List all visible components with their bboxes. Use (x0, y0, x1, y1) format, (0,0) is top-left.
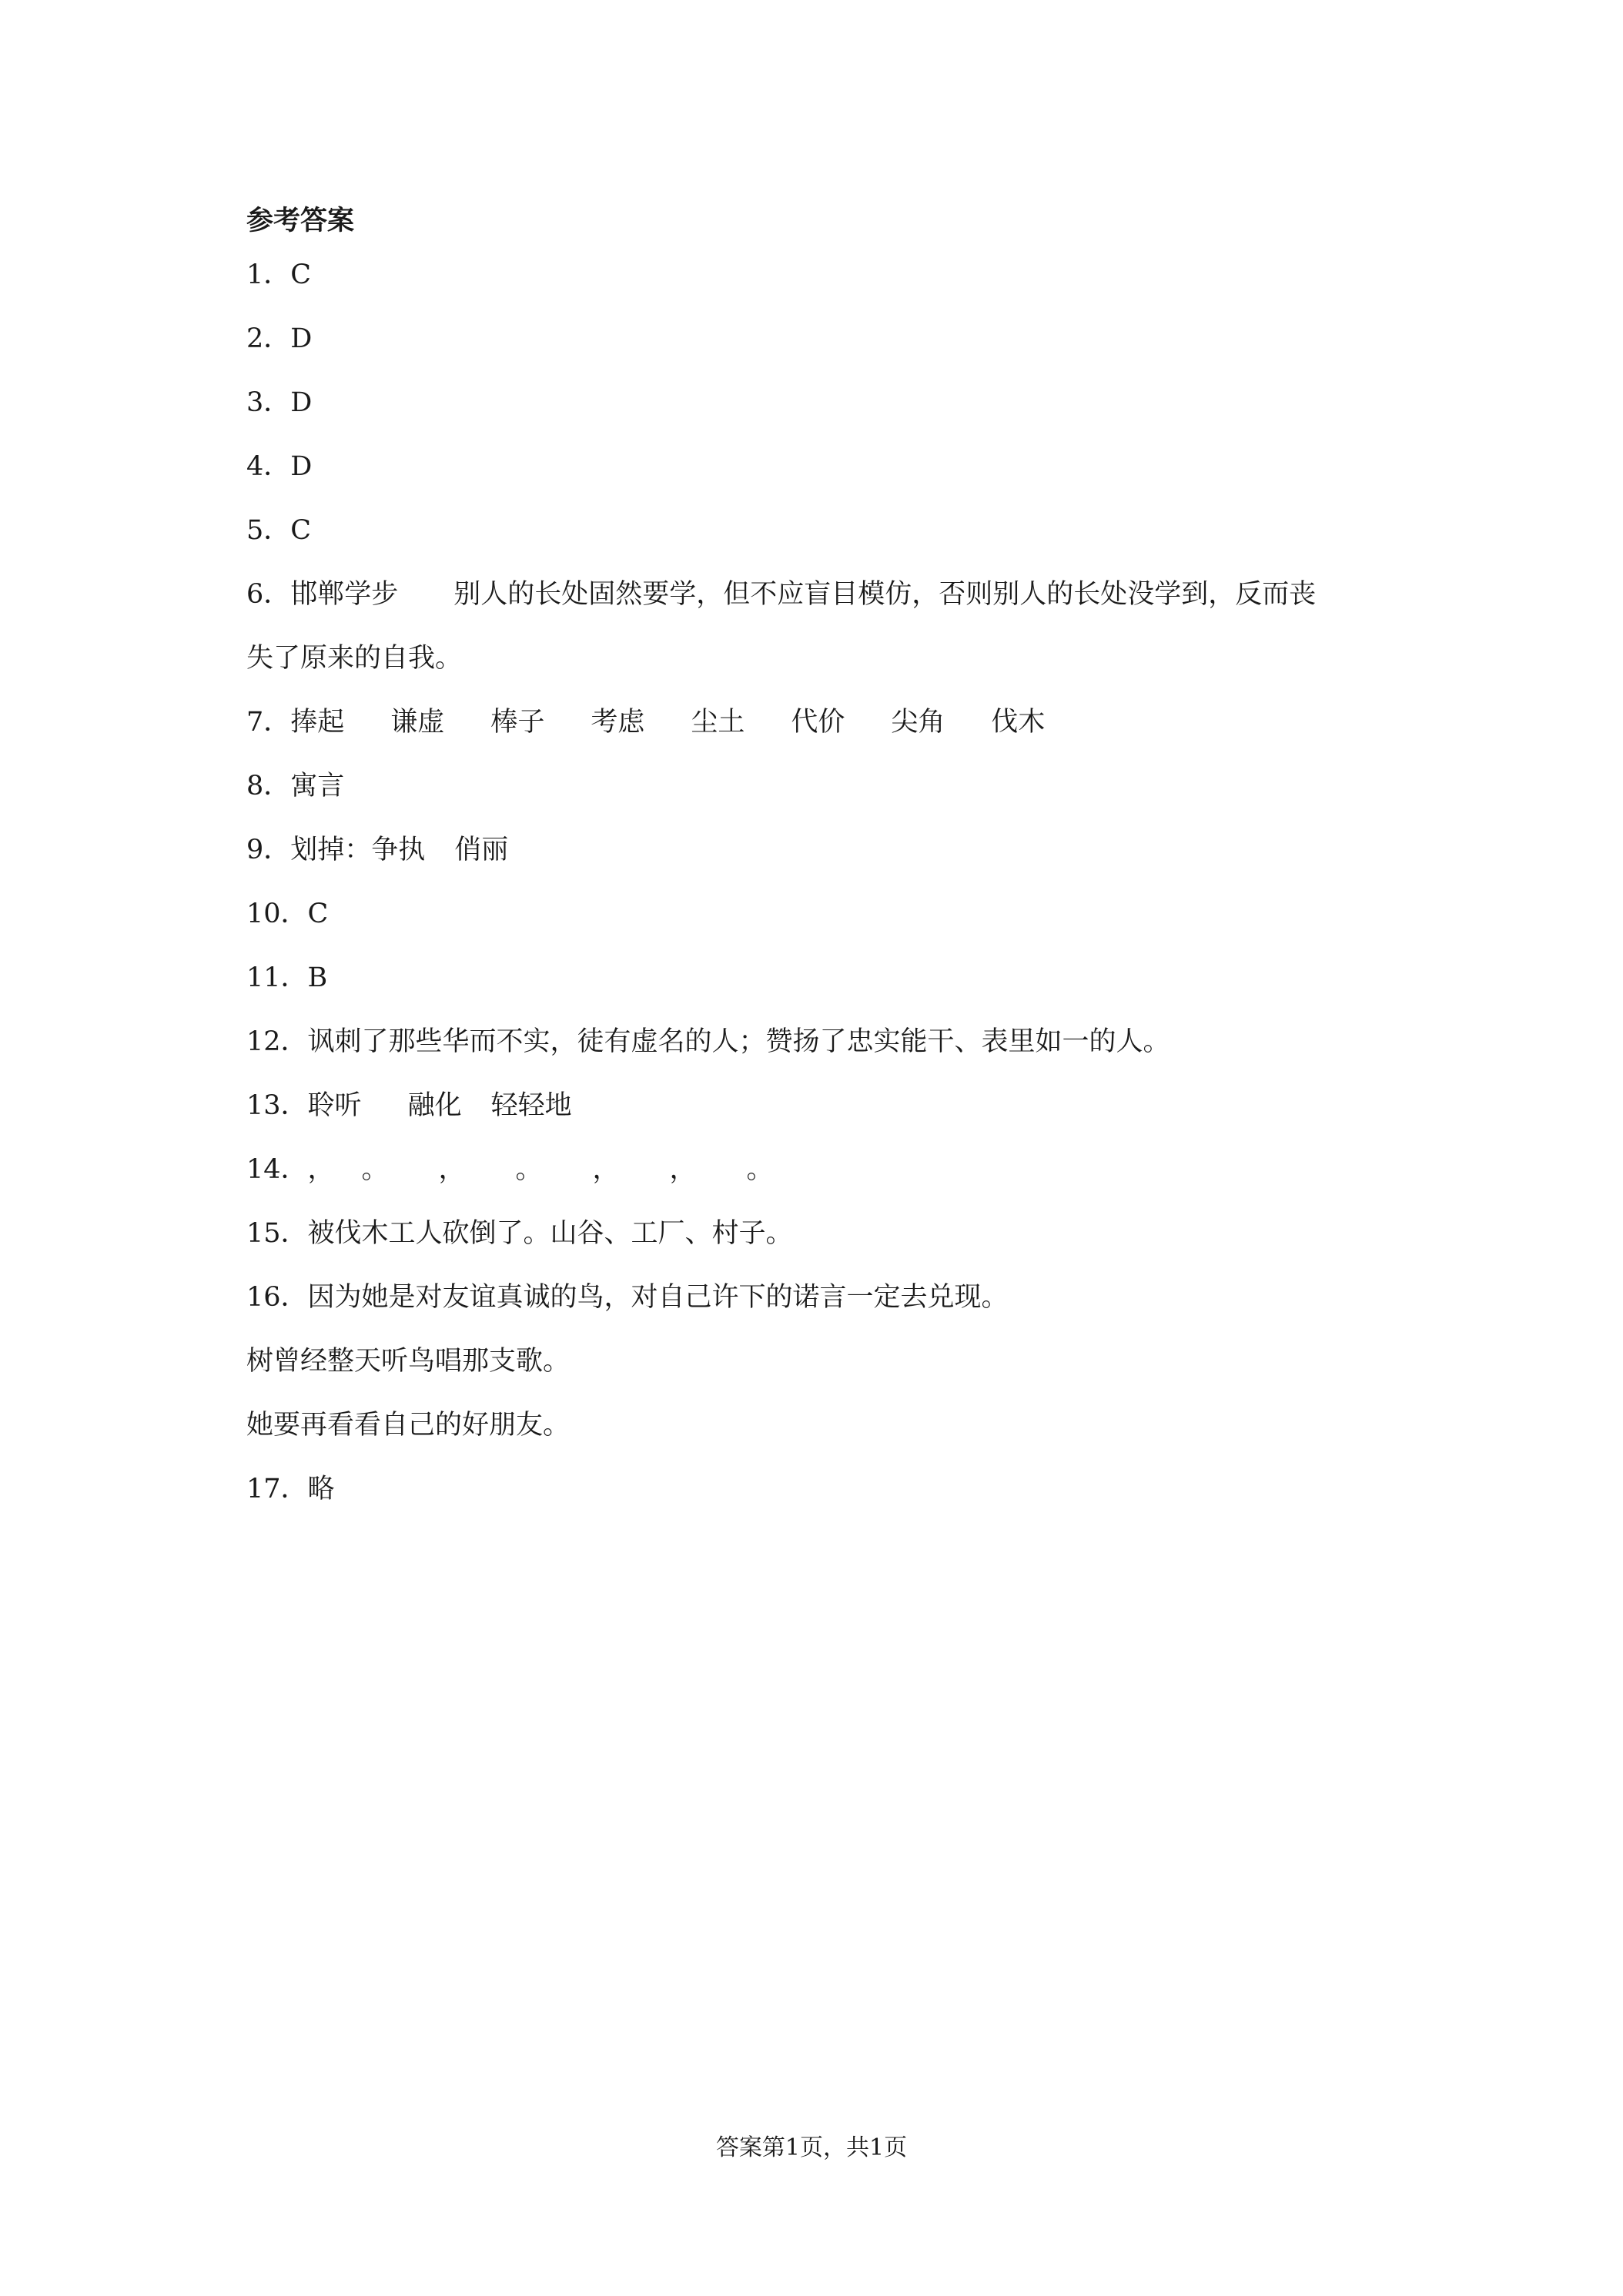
page-footer: 答案第1页，共1页 (715, 2134, 908, 2161)
answer-number: 9． (246, 835, 291, 865)
answer-6-continued: 失了原来的自我。 (246, 643, 463, 674)
answer-explanation: 别人的长处固然要学，但不应盲目模仿，否则别人的长处没学到，反而丧 (453, 579, 1317, 610)
answer-text: 俏丽 (454, 835, 509, 865)
answer-text: 划掉：争执 (290, 835, 426, 865)
answer-9 (246, 818, 1401, 882)
answer-number: 11． (246, 962, 308, 993)
answer-text: 因为她是对友谊真诚的鸟，对自己许下的诺言一定去兑现。 (307, 1282, 1009, 1313)
answer-number: 1． (246, 259, 291, 290)
answer-number: 8． (246, 771, 291, 802)
answer-text: 寓言 (290, 771, 345, 802)
answer-10 (246, 882, 1401, 946)
answer-15 (246, 1202, 1401, 1266)
punctuation-mark: 。 (361, 1154, 389, 1185)
word: 伐木 (991, 707, 1046, 738)
answer-number: 4． (246, 451, 291, 482)
answer-11 (246, 946, 1401, 1010)
answer-text: D (290, 387, 313, 418)
answer-6 (246, 563, 1401, 627)
answer-number: 13． (246, 1090, 308, 1121)
answer-1 (246, 243, 1401, 307)
answer-7 (246, 691, 1401, 755)
answer-14 (246, 1138, 1401, 1202)
answer-content (246, 199, 1401, 1521)
word: 融化 (407, 1090, 462, 1121)
answer-5 (246, 499, 1401, 563)
answer-17 (246, 1458, 1401, 1521)
answer-text: 讽刺了那些华而不实，徒有虚名的人；赞扬了忠实能干、表里如一的人。 (307, 1026, 1170, 1057)
answer-12 (246, 1010, 1401, 1074)
answer-number: 14． (246, 1154, 308, 1185)
word: 谦虚 (390, 707, 445, 738)
word: 代价 (791, 707, 845, 738)
answer-number: 2． (246, 323, 291, 354)
answer-number: 7． (246, 707, 291, 738)
answer-text: D (290, 451, 313, 482)
answer-number: 5． (246, 515, 291, 546)
punctuation-mark: ， (307, 1154, 335, 1185)
answer-number: 10． (246, 899, 308, 929)
answer-number: 16． (246, 1282, 308, 1313)
answer-13 (246, 1074, 1401, 1138)
answer-number: 12． (246, 1026, 308, 1057)
punctuation-mark: 。 (515, 1154, 543, 1185)
answer-number: 15． (246, 1218, 308, 1249)
answer-3 (246, 371, 1401, 435)
word: 轻轻地 (490, 1090, 572, 1121)
punctuation-mark: ， (592, 1154, 620, 1185)
punctuation-mark: 。 (746, 1154, 774, 1185)
answer-text: C (290, 259, 312, 290)
answer-16 (246, 1266, 1401, 1330)
answer-text: 邯郸学步 (290, 579, 399, 610)
answer-4 (246, 435, 1401, 499)
answer-16-line-2: 树曾经整天听鸟唱那支歌。 (246, 1346, 571, 1377)
answer-16-line-3: 她要再看看自己的好朋友。 (246, 1410, 571, 1441)
answer-number: 6． (246, 579, 291, 610)
answer-number: 3． (246, 387, 291, 418)
answer-2 (246, 307, 1401, 371)
page-heading: 参考答案 (246, 205, 355, 236)
answer-text: C (290, 515, 312, 546)
answer-text: C (307, 899, 329, 929)
word: 棒子 (490, 707, 545, 738)
answer-text: B (307, 962, 328, 993)
punctuation-mark: ， (438, 1154, 466, 1185)
punctuation-mark: ， (669, 1154, 697, 1185)
answer-text: 被伐木工人砍倒了。山谷、工厂、村子。 (307, 1218, 793, 1249)
answer-text: D (290, 323, 313, 354)
word: 尘土 (691, 707, 745, 738)
word: 聆听 (307, 1090, 362, 1121)
answer-text: 略 (307, 1474, 335, 1504)
word: 尖角 (891, 707, 945, 738)
answer-8 (246, 755, 1401, 818)
word: 捧起 (290, 707, 345, 738)
word: 考虑 (591, 707, 645, 738)
answer-number: 17． (246, 1474, 308, 1504)
